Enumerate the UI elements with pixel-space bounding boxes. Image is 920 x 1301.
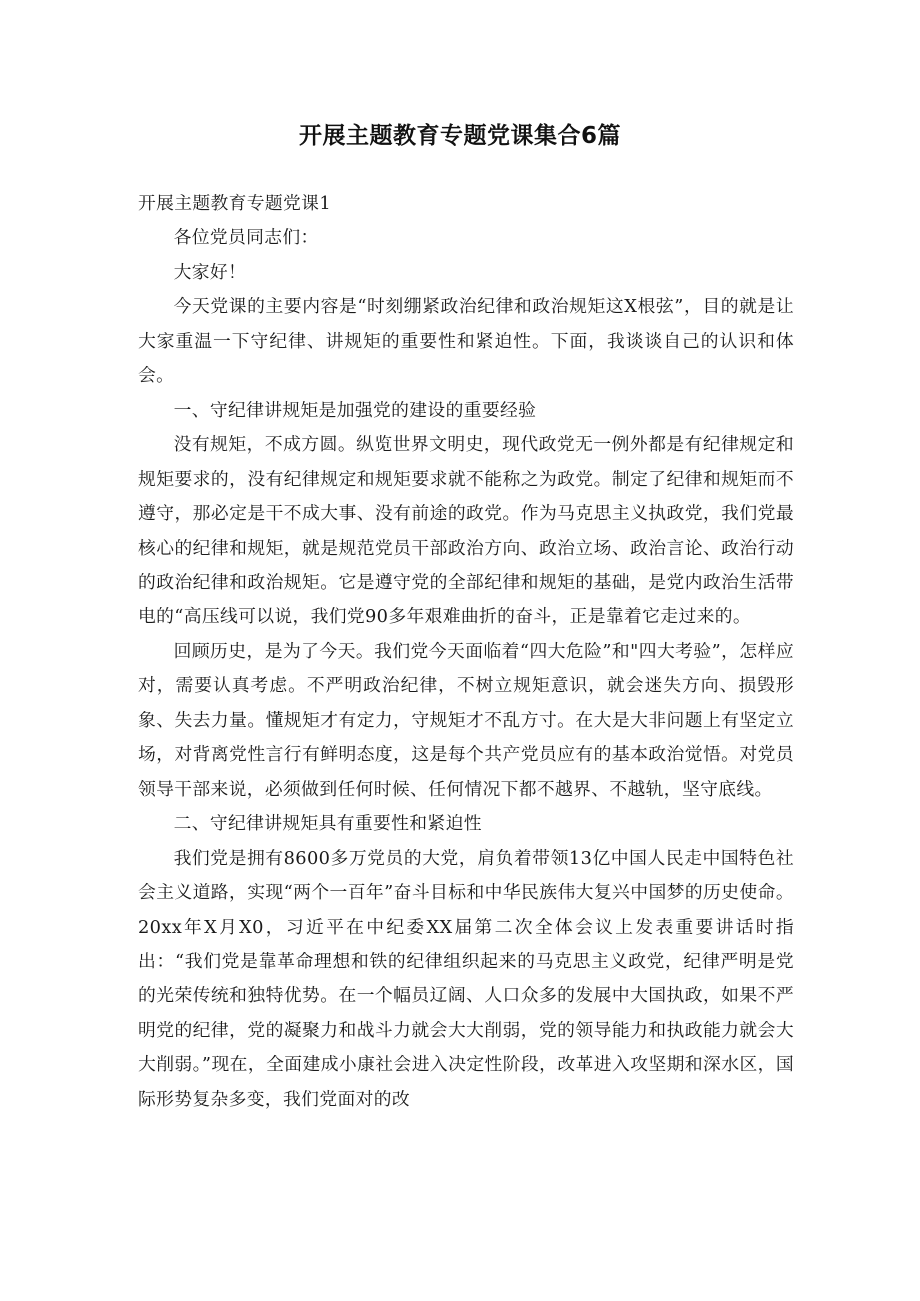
body-paragraph: 没有规矩，不成方圆。纵览世界文明史，现代政党无一例外都是有纪律规定和规矩要求的，没有纪律规定和规矩要求就不能称之为政党。制定了纪律和规矩而不遵守，那必定是干不成大事、没有前途的政党。作为马克思主义执政党，我们党最核心的纪律和规矩，就是规范党员干部政治方向、政治立场、政治言论、政治行动的政治纪律和政治规矩。它是遵守党的全部纪律和规矩的基础，是党内政治生活带电的“高压线可以说，我们党90多年艰难曲折的奋斗，正是靠着它走过来的。 [138, 434, 794, 628]
document-title: 开展主题教育专题党课集合6篇 [298, 123, 621, 149]
salutation: 各位党员同志们： [173, 227, 319, 249]
body-paragraph: 回顾历史，是为了今天。我们党今天面临着“四大危险”和"四大考验”，怎样应对，需要认真考虑。不严明政治纪律，不树立规矩意识，就会迷失方向、损毁形象、失去力量。懂规矩才有定力，守规矩才不乱方寸。在大是大非问题上有坚定立场，对背离党性言行有鲜明态度，这是每个共产党员应有的基本政治觉悟。对党员领导干部来说，必须做到任何时候、任何情况下都不越界、不越轨，坚守底线。 [138, 640, 794, 800]
subheading: 二、守纪律讲规矩具有重要性和紧迫性 [173, 813, 482, 835]
greeting: 大家好！ [173, 261, 247, 283]
subheading: 一、守纪律讲规矩是加强党的建设的重要经验 [173, 399, 537, 421]
document-body [138, 187, 794, 1117]
body-paragraph: 今天党课的主要内容是“时刻绷紧政治纪律和政治规矩这X根弦”，目的就是让大家重温一下守纪律、讲规矩的重要性和紧迫性。下面，我谈谈自己的认识和体会。 [138, 296, 794, 387]
body-paragraph: 我们党是拥有8600多万党员的大党，肩负着带领13亿中国人民走中国特色社会主义道路，实现“两个一百年”奋斗目标和中华民族伟大复兴中国梦的历史使命。20xx年X月X0，习近平在中纪委XX届第二次全体会议上发表重要讲话时指出：“我们党是靠革命理想和铁的纪律组织起来的马克思主义政党，纪律严明是党的光荣传统和独特优势。在一个幅员辽阔、人口众多的发展中大国执政，如果不严明党的纪律，党的凝聚力和战斗力就会大大削弱，党的领导能力和执政能力就会大大削弱。”现在，全面建成小康社会进入决定性阶段，改革进入攻坚期和深水区，国际形势复杂多变，我们党面对的改 [138, 847, 794, 1110]
section-heading: 开展主题教育专题党课1 [138, 193, 331, 214]
